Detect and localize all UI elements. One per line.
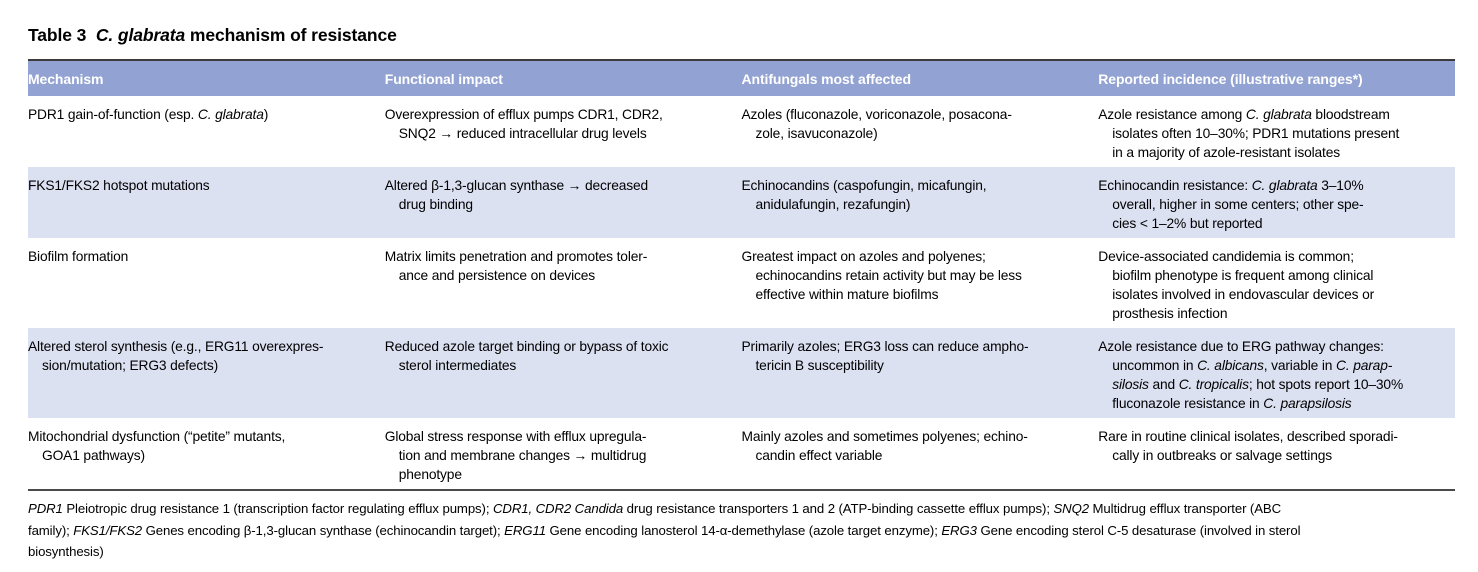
table-row [28, 96, 1455, 167]
cell-functional-impact [385, 418, 742, 490]
table-row [28, 167, 1455, 238]
cell-mechanism [28, 238, 385, 328]
cell-reported-incidence [1098, 328, 1455, 418]
cell-antifungals [742, 238, 1099, 328]
cell-reported-incidence [1098, 418, 1455, 490]
cell-text: Biofilm formation [28, 249, 129, 264]
cell-text: Reduced azole target binding or bypass of toxic sterol intermediates [384, 339, 669, 373]
resistance-table [28, 59, 1455, 491]
cell-text: Echinocandins (caspofungin, micafungin, anidulafungin, rezafungin) [741, 178, 987, 212]
cell-text: Echinocandin resistance: C. glabrata 3–10% overall, higher in some centers; other spe- cies < 1–2% but reported [1098, 178, 1364, 231]
cell-mechanism [28, 328, 385, 418]
table-footnote: PDR1 Pleiotropic drug resistance 1 (transcription factor regulating efflux pumps); CDR1, CDR2 Candida drug resistance transporters 1 and 2 (ATP-binding cassette efflux pumps); SNQ2 Multidrug efflux transporter (ABC family); FKS1/FKS2 Genes encoding β-1,3-glucan synthase (echinocandin target); ERG11 Gene encoding lanosterol 14-α-demethylase (azole target enzyme); ERG3 Gene encoding sterol C-5 desaturase (involved in sterol biosynthesis) [28, 501, 1301, 559]
cell-mechanism [28, 418, 385, 490]
cell-text: Rare in routine clinical isolates, described sporadi- cally in outbreaks or salvage settings [1098, 429, 1398, 463]
header-row [28, 60, 1455, 96]
cell-text: Azoles (fluconazole, voriconazole, posacona- zole, isavuconazole) [741, 107, 1012, 141]
table-header [28, 60, 1455, 96]
cell-mechanism [28, 167, 385, 238]
cell-mechanism [28, 96, 385, 167]
cell-functional-impact [385, 238, 742, 328]
cell-text: Overexpression of efflux pumps CDR1, CDR2, SNQ2 → reduced intracellular drug levels [384, 107, 663, 141]
cell-text: Mitochondrial dysfunction (“petite” mutants, GOA1 pathways) [28, 429, 286, 463]
cell-text: Azole resistance among C. glabrata bloodstream isolates often 10–30%; PDR1 mutations present in a majority of azole-resistant isolates [1098, 107, 1400, 160]
cell-reported-incidence [1098, 238, 1455, 328]
cell-reported-incidence [1098, 167, 1455, 238]
cell-antifungals [742, 418, 1099, 490]
cell-text: PDR1 gain-of-function (esp. C. glabrata) [28, 107, 269, 122]
cell-text: Device-associated candidemia is common; biofilm phenotype is frequent among clinical isolates involved in endovascular devices or prosthesis infection [1098, 249, 1375, 321]
column-header-functional-impact: Functional impact [385, 60, 742, 96]
cell-reported-incidence [1098, 96, 1455, 167]
table-title: Table 3 C. glabrata mechanism of resistance [28, 25, 397, 45]
column-header-mechanism: Mechanism [28, 60, 385, 96]
cell-antifungals [742, 167, 1099, 238]
cell-text: Altered sterol synthesis (e.g., ERG11 overexpres- sion/mutation; ERG3 defects) [28, 339, 324, 373]
cell-text: FKS1/FKS2 hotspot mutations [28, 178, 210, 193]
table-row [28, 418, 1455, 490]
table-row [28, 238, 1455, 328]
table-row [28, 328, 1455, 418]
cell-functional-impact [385, 328, 742, 418]
cell-text: Primarily azoles; ERG3 loss can reduce ampho- tericin B susceptibility [741, 339, 1029, 373]
cell-text: Altered β-1,3-glucan synthase → decreased drug binding [384, 178, 649, 212]
cell-antifungals [742, 96, 1099, 167]
cell-text: Mainly azoles and sometimes polyenes; echino- candin effect variable [741, 429, 1028, 463]
cell-text: Global stress response with efflux upregula- tion and membrane changes → multidrug phenotype [384, 429, 647, 482]
cell-functional-impact [385, 167, 742, 238]
cell-text: Greatest impact on azoles and polyenes; echinocandins retain activity but may be less effective within mature biofilms [741, 249, 1022, 302]
column-header-antifungals: Antifungals most affected [742, 60, 1099, 96]
column-header-reported-incidence: Reported incidence (illustrative ranges*) [1098, 60, 1455, 96]
table-body [28, 96, 1455, 490]
cell-text: Matrix limits penetration and promotes toler- ance and persistence on devices [384, 249, 648, 283]
cell-functional-impact [385, 96, 742, 167]
cell-text: Azole resistance due to ERG pathway changes: uncommon in C. albicans, variable in C. parap- silosis and C. tropicalis; hot spots report 10–30% fluconazole resistance in C. parapsilosis [1098, 339, 1404, 411]
cell-antifungals [742, 328, 1099, 418]
